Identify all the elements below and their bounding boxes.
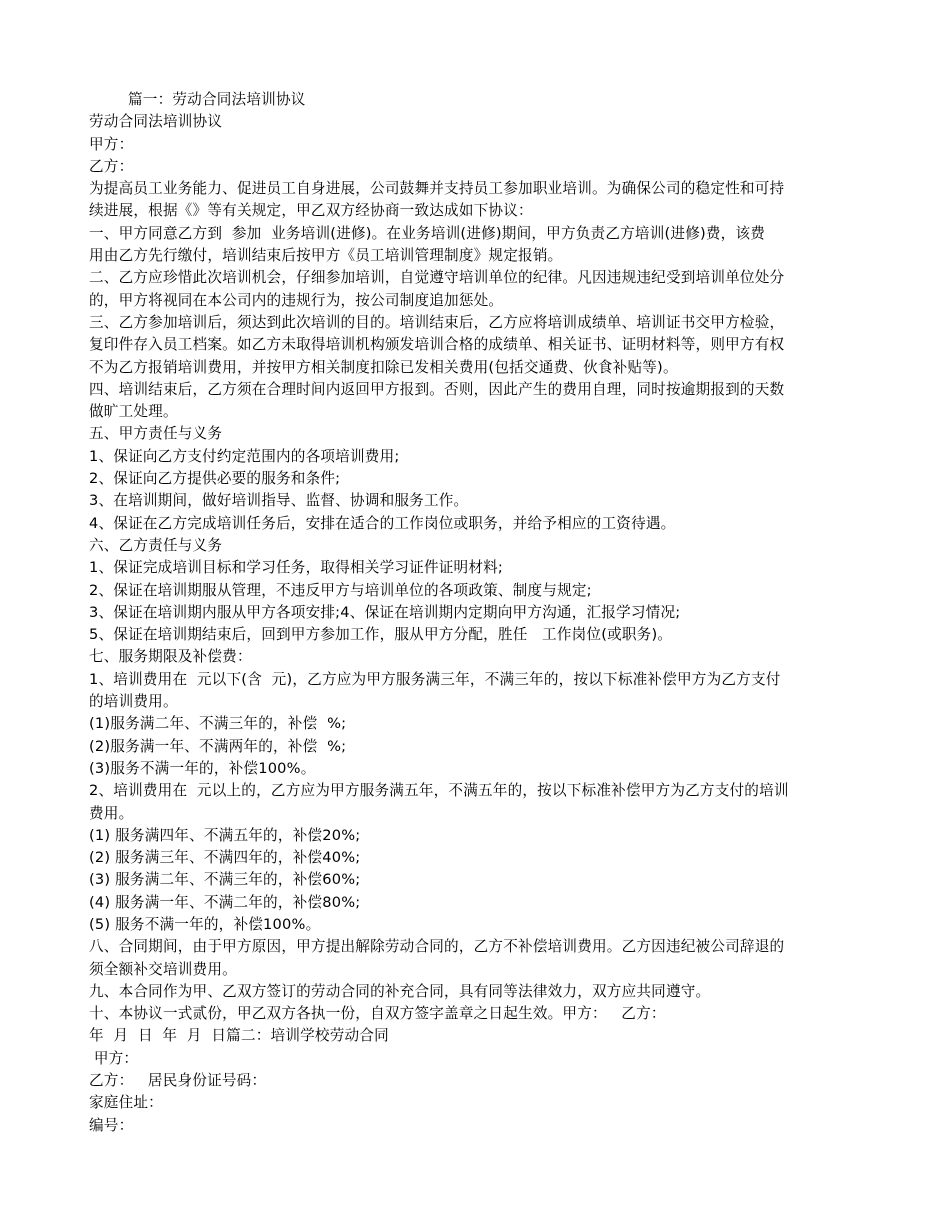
clause-7-subitem: (4) 服务满一年、不满二年的，补偿80%; bbox=[89, 893, 361, 911]
clause-1-line: 一、甲方同意乙方到 参加 业务培训(进修)。在业务培训(进修)期间，甲方负责乙方培训(进修)费，该费 bbox=[89, 224, 766, 242]
clause-2-line: 二、乙方应珍惜此次培训机会，仔细参加培训，自觉遵守培训单位的纪律。凡因违规违纪受到培训单位处分 bbox=[89, 269, 785, 287]
clause-5-heading: 五、甲方责任与义务 bbox=[89, 425, 223, 443]
clause-7-item: 的培训费用。 bbox=[89, 693, 178, 711]
clause-7-subitem: (3) 服务满二年、不满三年的，补偿60%; bbox=[89, 871, 361, 889]
clause-7-heading: 七、服务期限及补偿费： bbox=[89, 648, 252, 666]
clause-7-subitem: (5) 服务不满一年的，补偿100%。 bbox=[89, 915, 321, 933]
clause-4-line: 四、培训结束后，乙方须在合理时间内返回甲方报到。否则，因此产生的费用自理，同时按逾期报到的天数 bbox=[89, 380, 785, 398]
clause-5-item: 3、在培训期间，做好培训指导、监督、协调和服务工作。 bbox=[89, 492, 469, 510]
clause-7-subitem: (1)服务满二年、不满三年的，补偿 %; bbox=[89, 715, 347, 733]
clause-6-heading: 六、乙方责任与义务 bbox=[89, 536, 223, 554]
party-b-label: 乙方： bbox=[89, 157, 134, 175]
clause-6-item: 3、保证在培训期内服从甲方各项安排;4、保证在培训期内定期向甲方沟通，汇报学习情况; bbox=[89, 603, 681, 621]
contract-party-a: 甲方： bbox=[89, 1049, 139, 1067]
party-a-label: 甲方： bbox=[89, 135, 134, 153]
intro-paragraph-line: 续进展，根据《》等有关规定，甲乙双方经协商一致达成如下协议： bbox=[89, 202, 533, 220]
clause-3-line: 复印件存入员工档案。如乙方未取得培训机构颁发培训合格的成绩单、相关证书、证明材料等，则甲方有权 bbox=[89, 336, 785, 354]
agreement-title: 劳动合同法培训协议 bbox=[89, 113, 223, 131]
clause-7-subitem: (2)服务满一年、不满两年的，补偿 %; bbox=[89, 737, 347, 755]
section-title: 篇一：劳动合同法培训协议 bbox=[128, 91, 306, 108]
clause-8-line: 八、合同期间，由于甲方原因，甲方提出解除劳动合同的，乙方不补偿培训费用。乙方因违纪被公司辞退的 bbox=[89, 938, 785, 956]
clause-7-item: 1、培训费用在 元以下(含 元)，乙方应为甲方服务满三年，不满三年的，按以下标准补偿甲方为乙方支付 bbox=[89, 670, 781, 688]
clause-2-line: 的，甲方将视同在本公司内的违规行为，按公司制度追加惩处。 bbox=[89, 291, 504, 309]
clause-8-line: 须全额补交培训费用。 bbox=[89, 960, 237, 978]
clause-1-line: 用由乙方先行缴付，培训结束后按甲方《员工培训管理制度》规定报销。 bbox=[89, 247, 563, 265]
clause-9-line: 九、本合同作为甲、乙双方签订的劳动合同的补充合同，具有同等法律效力，双方应共同遵守。 bbox=[89, 982, 711, 1000]
clause-10-line: 十、本协议一式贰份，甲乙双方各执一份，自双方签字盖章之日起生效。甲方： 乙方： bbox=[89, 1005, 666, 1023]
clause-7-item: 费用。 bbox=[89, 804, 134, 822]
clause-6-item: 5、保证在培训期结束后，回到甲方参加工作，服从甲方分配，胜任 工作岗位(或职务)。 bbox=[89, 626, 673, 644]
clause-7-subitem: (2) 服务满三年、不满四年的，补偿40%; bbox=[89, 849, 361, 867]
signature-date-line: 年 月 日 年 月 日篇二：培训学校劳动合同 bbox=[89, 1027, 389, 1045]
contract-party-b: 乙方： 居民身份证号码： bbox=[89, 1072, 267, 1090]
clause-7-item: 2、培训费用在 元以上的，乙方应为甲方服务满五年，不满五年的，按以下标准补偿甲方为乙方支付的培训 bbox=[89, 782, 789, 800]
intro-paragraph-line: 为提高员工业务能力、促进员工自身进展，公司鼓舞并支持员工参加职业培训。为确保公司的稳定性和可持 bbox=[89, 180, 785, 198]
clause-6-item: 1、保证完成培训目标和学习任务，取得相关学习证件证明材料; bbox=[89, 559, 504, 577]
clause-6-item: 2、保证在培训期服从管理，不违反甲方与培训单位的各项政策、制度与规定; bbox=[89, 581, 592, 599]
clause-5-item: 2、保证向乙方提供必要的服务和条件; bbox=[89, 470, 341, 488]
clause-7-subitem: (1) 服务满四年、不满五年的，补偿20%; bbox=[89, 826, 361, 844]
clause-4-line: 做旷工处理。 bbox=[89, 403, 178, 421]
clause-7-subitem: (3)服务不满一年的，补偿100%。 bbox=[89, 759, 316, 777]
document-body bbox=[89, 89, 861, 1137]
home-address-label: 家庭住址： bbox=[89, 1094, 163, 1112]
serial-number-label: 编号： bbox=[89, 1116, 134, 1134]
clause-5-item: 4、保证在乙方完成培训任务后，安排在适合的工作岗位或职务，并给予相应的工资待遇。 bbox=[89, 514, 676, 532]
clause-3-line: 不为乙方报销培训费用，并按甲方相关制度扣除已发相关费用(包括交通费、伙食补贴等)。 bbox=[89, 358, 678, 376]
clause-5-item: 1、保证向乙方支付约定范围内的各项培训费用; bbox=[89, 447, 400, 465]
clause-3-line: 三、乙方参加培训后，须达到此次培训的目的。培训结束后，乙方应将培训成绩单、培训证书交甲方检验， bbox=[89, 313, 785, 331]
